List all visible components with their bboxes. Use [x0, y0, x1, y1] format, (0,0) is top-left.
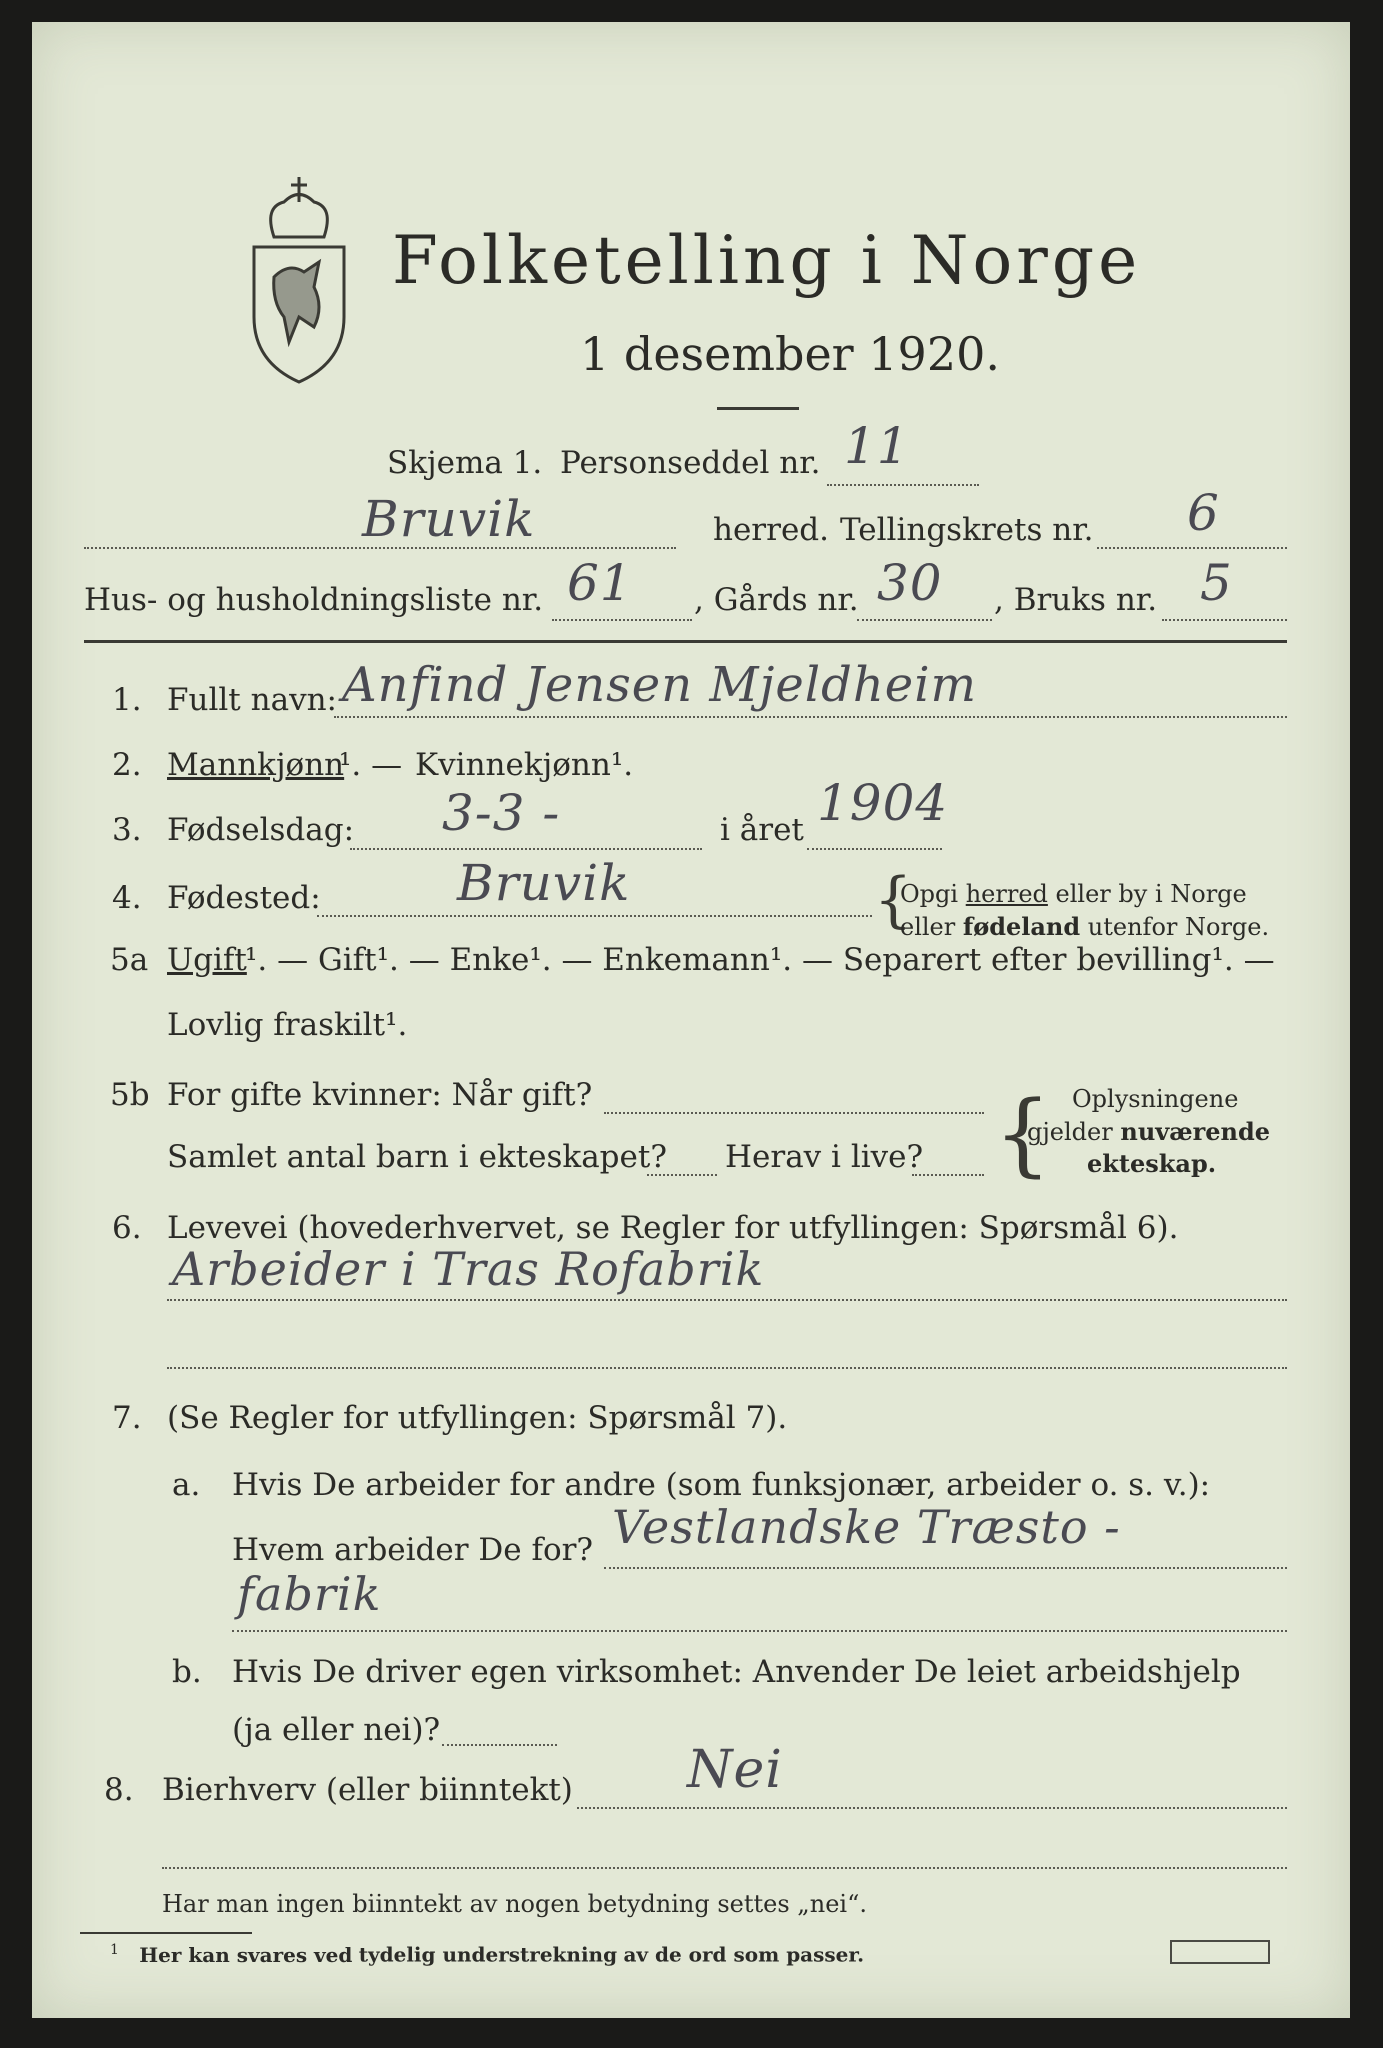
q5a-number: 5a	[110, 942, 149, 978]
footnote-text-a: Her kan svares ved	[139, 1942, 353, 1967]
bruks-label: , Bruks nr.	[994, 582, 1158, 618]
q5b-note1: Oplysningene	[1072, 1085, 1239, 1113]
q3-year-value: 1904	[817, 774, 949, 832]
q5a-line2: Lovlig fraskilt¹.	[167, 1007, 408, 1043]
printer-stamp-icon	[1170, 1940, 1270, 1964]
q5b-live-line	[912, 1174, 984, 1176]
herred-value: Bruvik	[362, 490, 536, 548]
footnote-number: 1	[110, 1942, 119, 1958]
form-date: 1 desember 1920.	[580, 327, 1000, 381]
header-separator	[84, 640, 1287, 643]
skjema-label: Skjema 1.	[387, 445, 543, 481]
gaards-line	[857, 619, 992, 621]
q8-label: Bierhverv (eller biinntekt)	[162, 1772, 573, 1808]
q7-label: (Se Regler for utfyllingen: Spørsmål 7).	[167, 1400, 788, 1436]
q4-note-eller: eller	[900, 913, 956, 941]
q7-number: 7.	[112, 1400, 142, 1436]
q4-note-opgi: Opgi	[900, 880, 959, 908]
q7a-line1: Hvis De arbeider for andre (som funksjonær, arbeider o. s. v.):	[232, 1467, 1211, 1503]
q3-line	[350, 848, 702, 850]
q2-sep: ¹. —	[339, 747, 403, 783]
q5b-note-brace: {	[994, 1082, 1052, 1187]
q5b-note-gjelder: gjelder	[1027, 1118, 1113, 1146]
q7a-number: a.	[172, 1467, 201, 1503]
personseddel-value: 11	[844, 417, 910, 475]
q3-year-line	[807, 848, 942, 850]
q1-line	[334, 716, 1287, 718]
norwegian-coat-of-arms-icon	[244, 167, 354, 387]
q5b-barn-line	[647, 1174, 717, 1176]
q5a-options: ¹. — Gift¹. — Enke¹. — Enkemann¹. — Separert efter bevilling¹. —	[245, 942, 1275, 978]
footnote-text-c: av de ord som passer.	[623, 1942, 865, 1967]
q7b-number: b.	[172, 1654, 202, 1690]
q5b-line1: For gifte kvinner: Når gift?	[167, 1077, 593, 1113]
q5b-note-nuvaerende: nuværende	[1120, 1117, 1271, 1146]
q2-male: Mannkjønn	[167, 747, 345, 783]
q6-value: Arbeider i Tras Rofabrik	[172, 1242, 765, 1296]
q5a-ugift: Ugift	[167, 942, 247, 978]
q7a-line-who	[604, 1567, 1287, 1569]
q7a-line2: Hvem arbeider De for?	[232, 1532, 594, 1568]
personseddel-line	[827, 484, 979, 486]
q4-note-herred: herred	[965, 880, 1048, 908]
q8-line	[577, 1807, 1287, 1809]
hus-label: Hus- og husholdningsliste nr.	[84, 582, 544, 618]
footnote	[110, 1942, 864, 1967]
footnote-rule	[80, 1932, 252, 1934]
q7b-line2: (ja eller nei)?	[232, 1712, 441, 1748]
q5b-note2	[1027, 1117, 1270, 1146]
q4-note-brace: {	[874, 865, 913, 935]
q3-value: 3-3 -	[442, 784, 561, 842]
q4-label: Fødested:	[167, 880, 321, 916]
gaards-label: , Gårds nr.	[694, 582, 859, 618]
q4-note-by: eller by i Norge	[1055, 880, 1247, 908]
gaards-value: 30	[877, 554, 943, 612]
q4-note-line1	[900, 880, 1247, 908]
q3-label: Fødselsdag:	[167, 812, 355, 848]
hus-value: 61	[567, 554, 633, 612]
hus-line	[552, 619, 692, 621]
q1-number: 1.	[112, 682, 142, 718]
personseddel-label: Personseddel nr.	[560, 445, 821, 481]
q2-number: 2.	[112, 747, 142, 783]
q2-female: Kvinnekjønn¹.	[415, 747, 634, 783]
footnote-text-b: tydelig understrekning	[358, 1942, 618, 1967]
q5b-line2a: Samlet antal barn i ekteskapet?	[167, 1139, 667, 1175]
q4-number: 4.	[112, 880, 142, 916]
q7b-line	[442, 1744, 557, 1746]
footer-note: Har man ingen biinntekt av nogen betydning settes „nei“.	[162, 1890, 867, 1918]
title-divider	[717, 407, 799, 410]
bruks-line	[1162, 619, 1287, 621]
q3-number: 3.	[112, 812, 142, 848]
q8-number: 8.	[104, 1772, 134, 1808]
tellingskrets-value: 6	[1187, 484, 1220, 542]
q4-note-utenfor: utenfor Norge.	[1087, 913, 1270, 941]
q7b-line1: Hvis De driver egen virksomhet: Anvender De leiet arbeidshjelp	[232, 1654, 1241, 1690]
q5b-note3: ekteskap.	[1087, 1149, 1217, 1178]
q4-note-line2	[900, 912, 1269, 941]
q6-number: 6.	[112, 1210, 142, 1246]
q1-value: Anfind Jensen Mjeldheim	[342, 657, 978, 713]
form-title: Folketelling i Norge	[392, 222, 1142, 299]
q6-label: Levevei (hovederhvervet, se Regler for utfyllingen: Spørsmål 6).	[167, 1210, 1179, 1246]
q4-value: Bruvik	[457, 854, 631, 912]
q6-line1	[167, 1299, 1287, 1301]
q7a-value1: Vestlandske Træsto -	[612, 1500, 1121, 1554]
q8-value: Nei	[687, 1740, 783, 1800]
tellingskrets-line	[1097, 547, 1287, 549]
q4-note-fodeland: fødeland	[962, 912, 1081, 941]
census-form-sheet	[32, 22, 1350, 2018]
q1-label: Fullt navn:	[167, 682, 337, 718]
q7a-line-cont	[232, 1630, 1287, 1632]
q5b-gift-line	[604, 1112, 984, 1114]
q5b-line2b: Herav i live?	[725, 1139, 924, 1175]
bruks-value: 5	[1200, 554, 1233, 612]
q7a-value2: fabrik	[237, 1567, 382, 1621]
tellingskrets-label: Tellingskrets nr.	[840, 512, 1094, 548]
q3-year-label: i året	[720, 812, 804, 848]
herred-label: herred.	[713, 512, 829, 548]
q8-line2	[162, 1867, 1287, 1869]
q6-line2	[167, 1367, 1287, 1369]
q4-line	[317, 915, 872, 917]
q5b-number: 5b	[110, 1077, 150, 1113]
